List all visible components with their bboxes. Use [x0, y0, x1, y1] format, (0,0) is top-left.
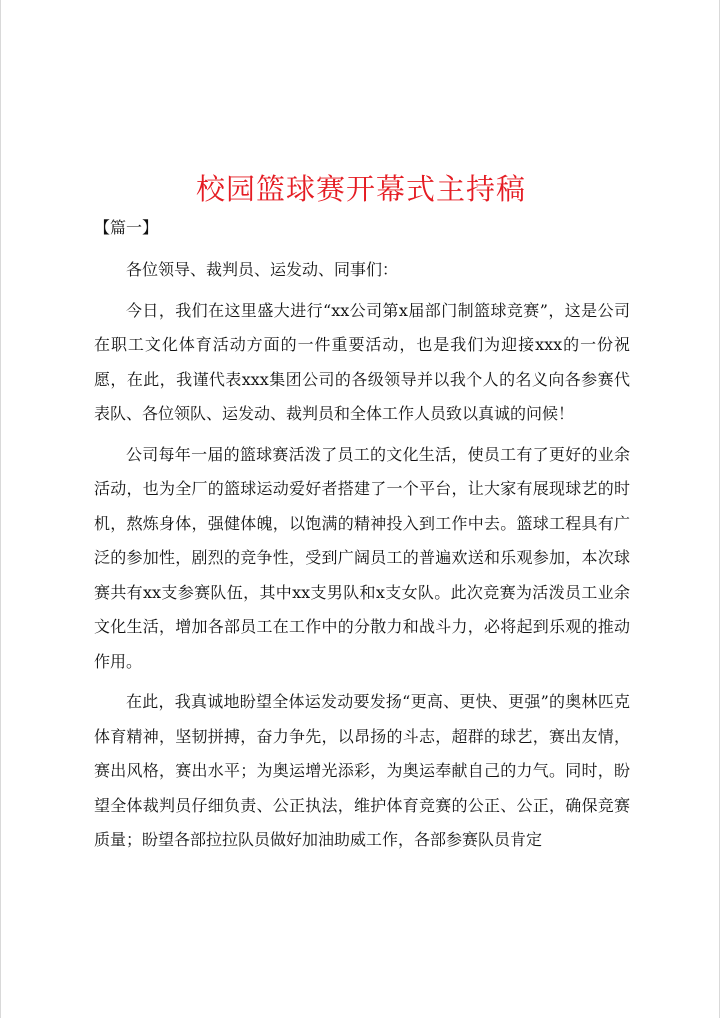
document-body: [94, 253, 630, 864]
page-title: 校园篮球赛开幕式主持稿: [195, 172, 526, 207]
section-label: 【篇一】: [94, 218, 159, 237]
paragraph-event-purpose: 公司每年一届的篮球赛活泼了员工的文化生活，使员工有了更好的业余活动，也为全厂的篮球运动爱好者搭建了一个平台，让大家有展现球艺的时机，熬炼身体，强健体魄，以饱满的精神投入到工作中去。篮球工程具有广泛的参加性，剧烈的竞争性，受到广阔员工的普遍欢送和乐观参加，本次球赛共有xx支参赛队伍，其中xx支男队和x支女队。此次竞赛为活泼员工业余文化生活，增加各部员工在工作中的分散力和战斗力，必将起到乐观的推动作用。: [94, 444, 630, 671]
paragraph-expectations: 在此，我真诚地盼望全体运发动要发扬“更高、更快、更强”的奥林匹克体育精神，坚韧拼搏，奋力争先，以昂扬的斗志，超群的球艺，赛出友情，赛出风格，赛出水平；为奥运增光添彩，为奥运奉献自己的力气。同时，盼望全体裁判员仔细负责、公正执法，维护体育竞赛的公正、公正，确保竞赛质量；盼望各部拉拉队员做好加油助威工作，各部参赛队员肯定: [94, 692, 630, 849]
paragraph-greeting: 各位领导、裁判员、运发动、同事们：: [126, 260, 399, 279]
paragraph-opening: 今日，我们在这里盛大进行“xx公司第x届部门制篮球竞赛”，这是公司在职工文化体育活动方面的一件重要活动，也是我们为迎接xxx的一份祝愿，在此，我谨代表xxx集团公司的各级领导并以我个人的名义向各参赛代表队、各位领队、运发动、裁判员和全体工作人员致以真诚的问候！: [94, 300, 630, 423]
